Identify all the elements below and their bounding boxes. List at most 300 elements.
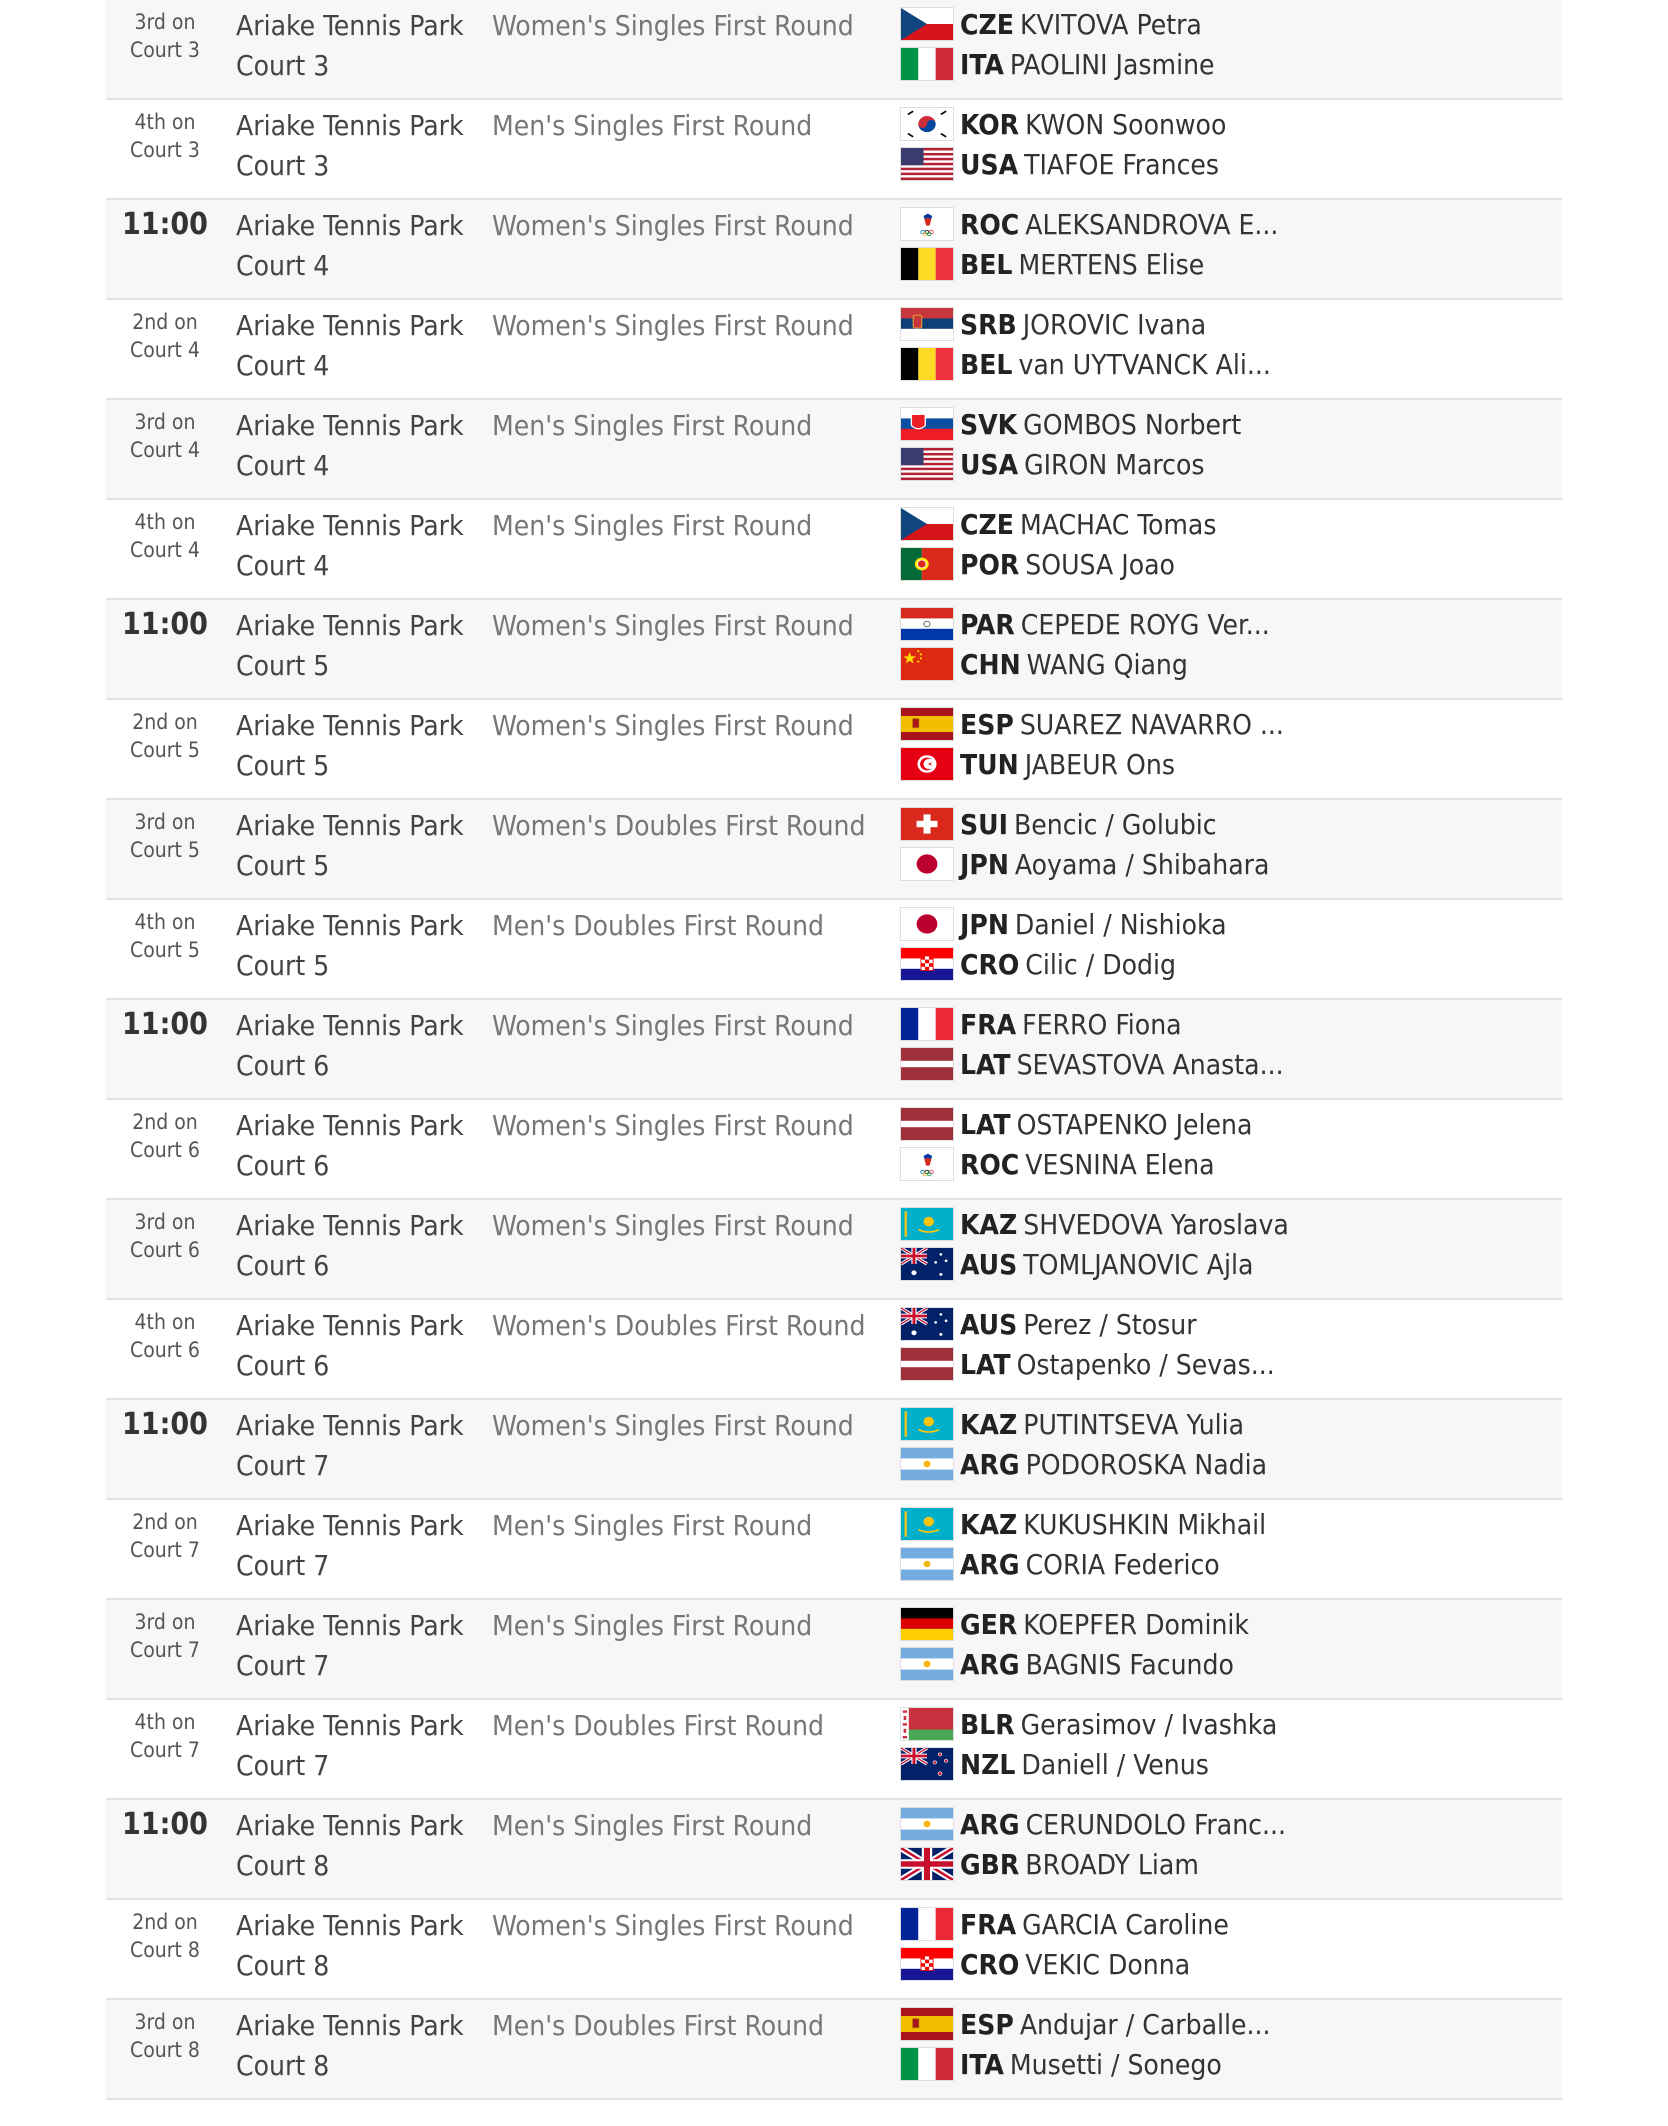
kaz-flag-icon: [900, 1407, 954, 1441]
player-entry[interactable]: [900, 1904, 1290, 1944]
country-code: ITA: [960, 2047, 1004, 2081]
player-name: GIRON Marcos: [1024, 447, 1205, 481]
match-order: 3rd on: [134, 410, 196, 434]
event-name: Men's Singles First Round: [492, 1509, 813, 1542]
players: [900, 1004, 1290, 1084]
player-entry[interactable]: [900, 1444, 1290, 1484]
arg-flag-icon: [900, 1647, 954, 1681]
match-row[interactable]: [106, 1800, 1562, 1900]
match-time: [106, 1508, 224, 1564]
match-order: 3rd on: [134, 2010, 196, 2034]
venue-name: Ariake Tennis Park: [236, 1509, 464, 1542]
venue: [236, 506, 486, 586]
match-order: 4th on: [134, 510, 196, 534]
usa-flag-icon: [900, 447, 954, 481]
match-order-court: Court 6: [130, 1338, 200, 1362]
event-name: Women's Doubles First Round: [492, 809, 866, 842]
match-order-court: Court 7: [130, 1738, 200, 1762]
event-name: Women's Singles First Round: [492, 1109, 854, 1142]
event-name: Women's Singles First Round: [492, 309, 854, 342]
event-name: Women's Singles First Round: [492, 1209, 854, 1242]
country-code: BLR: [960, 1707, 1015, 1741]
player-name: Daniel / Nishioka: [1014, 907, 1227, 941]
court-name: Court 3: [236, 149, 330, 182]
lat-flag-icon: [900, 1047, 954, 1081]
nzl-flag-icon: [900, 1747, 954, 1781]
kaz-flag-icon: [900, 1207, 954, 1241]
match-time: [106, 1608, 224, 1664]
player-entry[interactable]: [900, 1004, 1290, 1044]
event-name: Women's Singles First Round: [492, 1409, 854, 1442]
player-entry[interactable]: [900, 644, 1290, 684]
venue-name: Ariake Tennis Park: [236, 1309, 464, 1342]
match-order: 2nd on: [132, 1910, 198, 1934]
court-name: Court 6: [236, 1249, 330, 1282]
venue-name: Ariake Tennis Park: [236, 1209, 464, 1242]
venue-name: Ariake Tennis Park: [236, 809, 464, 842]
event-name: Men's Singles First Round: [492, 109, 813, 142]
player-entry[interactable]: [900, 1244, 1290, 1284]
srb-flag-icon: [900, 307, 954, 341]
match-time: [106, 1408, 224, 1440]
match-order: 2nd on: [132, 1510, 198, 1534]
arg-flag-icon: [900, 1807, 954, 1841]
match-order: 4th on: [134, 910, 196, 934]
player-entry[interactable]: [900, 344, 1290, 384]
player-entry[interactable]: [900, 604, 1290, 644]
fra-flag-icon: [900, 1907, 954, 1941]
country-code: BEL: [960, 247, 1013, 281]
player-name: JOROVIC Ivana: [1022, 307, 1207, 341]
event-name: Men's Singles First Round: [492, 509, 813, 542]
player-entry[interactable]: [900, 1804, 1290, 1844]
match-order-court: Court 8: [130, 2038, 200, 2062]
venue-name: Ariake Tennis Park: [236, 2009, 464, 2042]
players: [900, 1204, 1290, 1284]
player-entry[interactable]: [900, 1344, 1290, 1384]
players: [900, 204, 1290, 284]
match-time: [106, 1008, 224, 1040]
match-row[interactable]: [106, 2000, 1562, 2100]
country-code: KAZ: [960, 1507, 1018, 1541]
player-name: PUTINTSEVA Yulia: [1023, 1407, 1245, 1441]
player-entry[interactable]: [900, 944, 1290, 984]
country-code: LAT: [960, 1047, 1011, 1081]
usa-flag-icon: [900, 147, 954, 181]
venue: [236, 706, 486, 786]
court-name: Court 7: [236, 1649, 330, 1682]
match-order: 3rd on: [134, 1210, 196, 1234]
match-order: 4th on: [134, 110, 196, 134]
ger-flag-icon: [900, 1607, 954, 1641]
match-row[interactable]: [106, 1600, 1562, 1700]
player-entry[interactable]: [900, 44, 1290, 84]
player-entry[interactable]: [900, 404, 1290, 444]
court-name: Court 8: [236, 2049, 330, 2082]
roc-flag-icon: [900, 1147, 954, 1181]
match-time: [106, 208, 224, 240]
country-code: CRO: [960, 1947, 1020, 1981]
match-time: [106, 8, 224, 64]
player-name: KWON Soonwoo: [1025, 107, 1227, 141]
match-order: 3rd on: [134, 1610, 196, 1634]
match-order: 2nd on: [132, 1110, 198, 1134]
match-row[interactable]: [106, 400, 1562, 500]
arg-flag-icon: [900, 1447, 954, 1481]
player-name: WANG Qiang: [1026, 647, 1188, 681]
player-entry[interactable]: [900, 1044, 1290, 1084]
player-name: KUKUSHKIN Mikhail: [1023, 1507, 1267, 1541]
player-name: MACHAC Tomas: [1019, 507, 1217, 541]
venue-name: Ariake Tennis Park: [236, 709, 464, 742]
player-name: FERRO Fiona: [1022, 1007, 1182, 1041]
player-entry[interactable]: [900, 1304, 1290, 1344]
match-row[interactable]: [106, 800, 1562, 900]
venue: [236, 1206, 486, 1286]
match-order-court: Court 5: [130, 838, 200, 862]
players: [900, 1804, 1290, 1884]
country-code: ESP: [960, 2007, 1014, 2041]
player-name: GOMBOS Norbert: [1023, 407, 1242, 441]
court-name: Court 8: [236, 1949, 330, 1982]
player-name: ALEKSANDROVA E...: [1025, 207, 1279, 241]
country-code: ARG: [960, 1807, 1020, 1841]
ita-flag-icon: [900, 2047, 954, 2081]
player-entry[interactable]: [900, 4, 1290, 44]
player-name: Ostapenko / Sevas...: [1016, 1347, 1275, 1381]
player-entry[interactable]: [900, 1704, 1290, 1744]
players: [900, 704, 1290, 784]
players: [900, 404, 1290, 484]
arg-flag-icon: [900, 1547, 954, 1581]
schedule-list: [106, 0, 1562, 2100]
venue-name: Ariake Tennis Park: [236, 109, 464, 142]
country-code: BEL: [960, 347, 1013, 381]
venue: [236, 306, 486, 386]
venue-name: Ariake Tennis Park: [236, 909, 464, 942]
match-row[interactable]: [106, 1500, 1562, 1600]
match-order-court: Court 4: [130, 438, 200, 462]
event-name: Women's Doubles First Round: [492, 1309, 866, 1342]
match-row[interactable]: [106, 1400, 1562, 1500]
venue-name: Ariake Tennis Park: [236, 409, 464, 442]
players: [900, 2004, 1290, 2084]
match-row[interactable]: [106, 0, 1562, 100]
esp-flag-icon: [900, 2007, 954, 2041]
player-entry[interactable]: [900, 904, 1290, 944]
country-code: ARG: [960, 1647, 1020, 1681]
player-name: PODOROSKA Nadia: [1025, 1447, 1268, 1481]
lat-flag-icon: [900, 1347, 954, 1381]
country-code: LAT: [960, 1347, 1011, 1381]
player-entry[interactable]: [900, 1544, 1290, 1584]
player-name: VEKIC Donna: [1025, 1947, 1191, 1981]
country-code: ITA: [960, 47, 1004, 81]
fra-flag-icon: [900, 1007, 954, 1041]
player-name: OSTAPENKO Jelena: [1016, 1107, 1253, 1141]
player-entry[interactable]: [900, 1104, 1290, 1144]
match-row[interactable]: [106, 1000, 1562, 1100]
player-entry[interactable]: [900, 444, 1290, 484]
event-name: Men's Doubles First Round: [492, 909, 825, 942]
player-name: CEPEDE ROYG Ver...: [1020, 607, 1270, 641]
players: [900, 904, 1290, 984]
match-time: [106, 808, 224, 864]
match-order: 4th on: [134, 1710, 196, 1734]
match-time: [106, 2008, 224, 2064]
sui-flag-icon: [900, 807, 954, 841]
player-name: Musetti / Sonego: [1009, 2047, 1222, 2081]
country-code: TUN: [960, 747, 1019, 781]
player-name: Perez / Stosur: [1023, 1307, 1197, 1341]
match-row[interactable]: [106, 1700, 1562, 1800]
match-order: 2nd on: [132, 710, 198, 734]
roc-flag-icon: [900, 207, 954, 241]
player-name: TIAFOE Frances: [1024, 147, 1220, 181]
event-name: Women's Singles First Round: [492, 9, 854, 42]
player-entry[interactable]: [900, 1504, 1290, 1544]
event-name: Men's Doubles First Round: [492, 2009, 825, 2042]
player-entry[interactable]: [900, 1744, 1290, 1784]
event-name: Men's Singles First Round: [492, 1809, 813, 1842]
players: [900, 104, 1290, 184]
players: [900, 1504, 1290, 1584]
player-name: MERTENS Elise: [1018, 247, 1205, 281]
country-code: FRA: [960, 1907, 1017, 1941]
match-row[interactable]: [106, 600, 1562, 700]
match-time: [106, 1808, 224, 1840]
kor-flag-icon: [900, 107, 954, 141]
player-entry[interactable]: [900, 244, 1290, 284]
match-row[interactable]: [106, 300, 1562, 400]
player-entry[interactable]: [900, 304, 1290, 344]
venue: [236, 206, 486, 286]
esp-flag-icon: [900, 707, 954, 741]
player-name: CORIA Federico: [1025, 1547, 1220, 1581]
event-name: Women's Singles First Round: [492, 609, 854, 642]
court-name: Court 5: [236, 749, 330, 782]
court-name: Court 5: [236, 649, 330, 682]
match-order-court: Court 6: [130, 1138, 200, 1162]
court-name: Court 8: [236, 1849, 330, 1882]
player-name: BAGNIS Facundo: [1025, 1647, 1234, 1681]
players: [900, 1304, 1290, 1384]
match-time: [106, 1208, 224, 1264]
player-entry[interactable]: [900, 1944, 1290, 1984]
match-row[interactable]: [106, 900, 1562, 1000]
players: [900, 1104, 1290, 1184]
match-order-court: Court 5: [130, 938, 200, 962]
court-name: Court 6: [236, 1049, 330, 1082]
player-entry[interactable]: [900, 1204, 1290, 1244]
venue: [236, 1306, 486, 1386]
event-name: Women's Singles First Round: [492, 1009, 854, 1042]
player-entry[interactable]: [900, 2004, 1290, 2044]
match-row[interactable]: [106, 200, 1562, 300]
player-name: Daniell / Venus: [1021, 1747, 1209, 1781]
venue: [236, 1406, 486, 1486]
players: [900, 4, 1290, 84]
match-time: [106, 1908, 224, 1964]
country-code: SVK: [960, 407, 1018, 441]
jpn-flag-icon: [900, 907, 954, 941]
court-name: Court 4: [236, 549, 330, 582]
player-entry[interactable]: [900, 744, 1290, 784]
match-order-court: Court 3: [130, 38, 200, 62]
venue: [236, 1606, 486, 1686]
player-name: van UYTVANCK Ali...: [1018, 347, 1271, 381]
match-row[interactable]: [106, 1100, 1562, 1200]
match-time: [106, 1108, 224, 1164]
country-code: ROC: [960, 1147, 1020, 1181]
player-entry[interactable]: [900, 704, 1290, 744]
player-name: PAOLINI Jasmine: [1009, 47, 1215, 81]
player-entry[interactable]: [900, 1404, 1290, 1444]
venue-name: Ariake Tennis Park: [236, 9, 464, 42]
match-row[interactable]: [106, 1300, 1562, 1400]
court-name: Court 4: [236, 449, 330, 482]
aus-flag-icon: [900, 1307, 954, 1341]
player-entry[interactable]: [900, 204, 1290, 244]
country-code: ESP: [960, 707, 1014, 741]
country-code: USA: [960, 447, 1019, 481]
player-name: SUAREZ NAVARRO ...: [1019, 707, 1284, 741]
venue-name: Ariake Tennis Park: [236, 1809, 464, 1842]
event-name: Men's Singles First Round: [492, 409, 813, 442]
country-code: CHN: [960, 647, 1021, 681]
venue: [236, 1906, 486, 1986]
gbr-flag-icon: [900, 1847, 954, 1881]
venue-name: Ariake Tennis Park: [236, 1709, 464, 1742]
venue: [236, 806, 486, 886]
court-name: Court 7: [236, 1749, 330, 1782]
country-code: ARG: [960, 1547, 1020, 1581]
start-time: 11:00: [122, 1807, 208, 1842]
match-time: [106, 508, 224, 564]
aus-flag-icon: [900, 1247, 954, 1281]
country-code: GER: [960, 1607, 1018, 1641]
court-name: Court 5: [236, 849, 330, 882]
player-name: Gerasimov / Ivashka: [1020, 1707, 1278, 1741]
player-entry[interactable]: [900, 144, 1290, 184]
player-entry[interactable]: [900, 544, 1290, 584]
country-code: NZL: [960, 1747, 1016, 1781]
match-order-court: Court 5: [130, 738, 200, 762]
players: [900, 1604, 1290, 1684]
match-time: [106, 308, 224, 364]
country-code: JPN: [960, 847, 1009, 881]
player-entry[interactable]: [900, 2044, 1290, 2084]
player-name: VESNINA Elena: [1025, 1147, 1215, 1181]
country-code: AUS: [960, 1247, 1018, 1281]
par-flag-icon: [900, 607, 954, 641]
court-name: Court 3: [236, 49, 330, 82]
country-code: FRA: [960, 1007, 1017, 1041]
match-time: [106, 1308, 224, 1364]
venue-name: Ariake Tennis Park: [236, 1909, 464, 1942]
match-order-court: Court 4: [130, 538, 200, 562]
event-name: Women's Singles First Round: [492, 1909, 854, 1942]
player-name: KVITOVA Petra: [1019, 7, 1202, 41]
player-entry[interactable]: [900, 1144, 1290, 1184]
player-entry[interactable]: [900, 1644, 1290, 1684]
cze-flag-icon: [900, 507, 954, 541]
venue: [236, 1106, 486, 1186]
event-name: Men's Doubles First Round: [492, 1709, 825, 1742]
country-code: SRB: [960, 307, 1017, 341]
match-row[interactable]: [106, 500, 1562, 600]
match-row[interactable]: [106, 1900, 1562, 2000]
match-order-court: Court 7: [130, 1538, 200, 1562]
player-name: Andujar / Carballe...: [1019, 2007, 1271, 2041]
court-name: Court 5: [236, 949, 330, 982]
venue-name: Ariake Tennis Park: [236, 1409, 464, 1442]
country-code: JPN: [960, 907, 1009, 941]
venue: [236, 2006, 486, 2086]
match-order-court: Court 4: [130, 338, 200, 362]
player-entry[interactable]: [900, 1844, 1290, 1884]
match-order-court: Court 7: [130, 1638, 200, 1662]
player-name: SHVEDOVA Yaroslava: [1023, 1207, 1289, 1241]
cro-flag-icon: [900, 1947, 954, 1981]
player-entry[interactable]: [900, 804, 1290, 844]
country-code: POR: [960, 547, 1020, 581]
country-code: ROC: [960, 207, 1020, 241]
start-time: 11:00: [122, 1407, 208, 1442]
player-name: SOUSA Joao: [1025, 547, 1175, 581]
start-time: 11:00: [122, 1007, 208, 1042]
venue-name: Ariake Tennis Park: [236, 1009, 464, 1042]
match-time: [106, 108, 224, 164]
venue-name: Ariake Tennis Park: [236, 309, 464, 342]
court-name: Court 6: [236, 1349, 330, 1382]
match-order: 4th on: [134, 1310, 196, 1334]
match-row[interactable]: [106, 700, 1562, 800]
venue: [236, 606, 486, 686]
match-time: [106, 908, 224, 964]
match-time: [106, 1708, 224, 1764]
cze-flag-icon: [900, 7, 954, 41]
match-time: [106, 608, 224, 640]
match-order-court: Court 3: [130, 138, 200, 162]
player-entry[interactable]: [900, 104, 1290, 144]
venue-name: Ariake Tennis Park: [236, 609, 464, 642]
venue-name: Ariake Tennis Park: [236, 209, 464, 242]
ita-flag-icon: [900, 47, 954, 81]
player-name: BROADY Liam: [1025, 1847, 1199, 1881]
match-time: [106, 408, 224, 464]
player-entry[interactable]: [900, 504, 1290, 544]
player-name: JABEUR Ons: [1024, 747, 1175, 781]
player-name: TOMLJANOVIC Ajla: [1023, 1247, 1254, 1281]
players: [900, 804, 1290, 884]
country-code: KOR: [960, 107, 1020, 141]
match-row[interactable]: [106, 100, 1562, 200]
country-code: CRO: [960, 947, 1020, 981]
venue: [236, 906, 486, 986]
country-code: KAZ: [960, 1207, 1018, 1241]
match-row[interactable]: [106, 1200, 1562, 1300]
venue-name: Ariake Tennis Park: [236, 1109, 464, 1142]
player-entry[interactable]: [900, 844, 1290, 884]
players: [900, 304, 1290, 384]
por-flag-icon: [900, 547, 954, 581]
country-code: KAZ: [960, 1407, 1018, 1441]
player-entry[interactable]: [900, 1604, 1290, 1644]
venue: [236, 106, 486, 186]
kaz-flag-icon: [900, 1507, 954, 1541]
match-order: 3rd on: [134, 810, 196, 834]
